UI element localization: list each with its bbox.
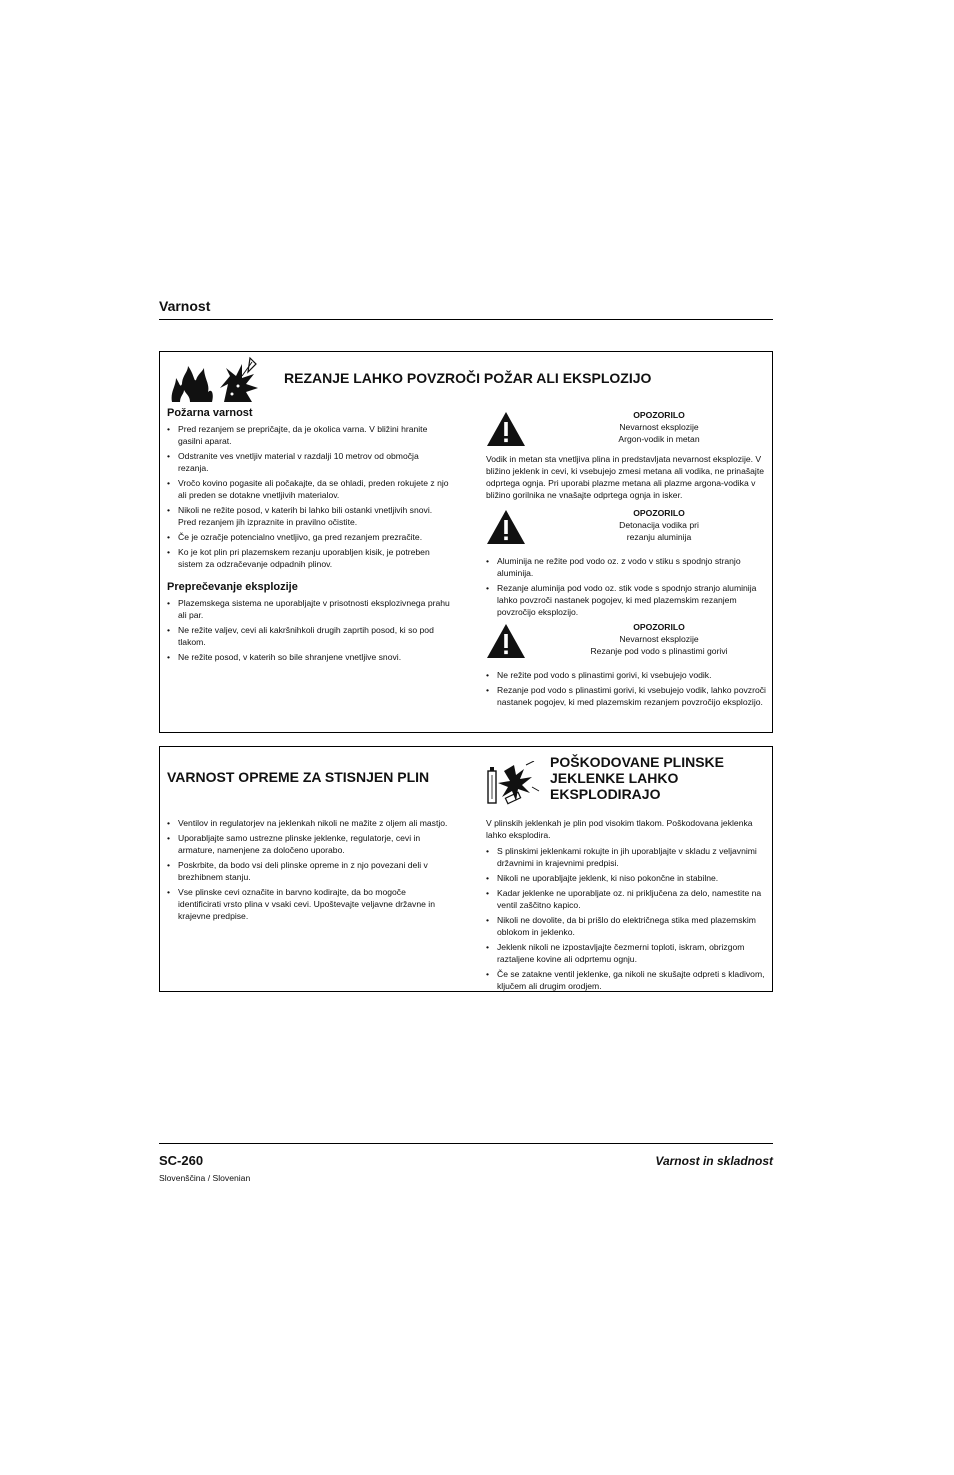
warning-triangle-icon	[486, 623, 526, 659]
warning-text-2	[554, 507, 764, 543]
list-item: • Nikoli ne režite posod, v katerih bi lahko bili ostanki vnetljivih snovi. Pred rezanjem jih izpraznite in pravilno očistite.	[167, 504, 451, 528]
list-item: • Ventilov in regulatorjev na jeklenkah nikoli ne mažite z oljem ali mastjo.	[167, 817, 451, 829]
warning-line: Rezanje pod vodo s plinastimi gorivi	[590, 646, 728, 656]
list-item: • Vročo kovino pogasite ali počakajte, da se ohladi, preden rokujete z njo ali preden se dotakne vnetljivih materialov.	[167, 477, 451, 501]
list-item: • Ne režite pod vodo s plinastimi gorivi, ki vsebujejo vodik.	[486, 669, 766, 681]
warning-line: rezanju aluminija	[626, 532, 692, 542]
language-label: Slovenščina / Slovenian	[159, 1173, 251, 1183]
footer-title: Varnost in skladnost	[655, 1154, 773, 1168]
warning-triangle-icon	[486, 509, 526, 545]
warning-line: Nevarnost eksplozije	[619, 634, 699, 644]
list-item: • Vse plinske cevi označite in barvno kodirajte, da bo mogoče identificirati vrsto plina v vsaki cevi. Upoštevajte veljavne državne in krajevne predpise.	[167, 886, 451, 922]
warning-body-1: Vodik in metan sta vnetljiva plina in predstavljata nevarnost eksplozije. V bližino jeklenk in cevi, ki vsebujejo zmesi metana ali vodika, ne prinašajte odprtega ognja. Pri uporabi plazme metana ali plazme argona-vodika v bližino gorilnika ne vnašajte odprtega ognja in isker.	[486, 454, 765, 500]
list-item: • Odstranite ves vnetljiv material v razdalji 10 metrov od območja rezanja.	[167, 450, 451, 474]
title-line: POŠKODOVANE PLINSKE	[550, 754, 724, 770]
fire-safety-heading: Požarna varnost	[167, 407, 253, 419]
cylinders-right-column	[486, 817, 766, 995]
explosion-prevention-heading: Preprečevanje eksplozije	[167, 581, 298, 593]
warning-block-1	[486, 409, 766, 449]
list-item: • Poskrbite, da bodo vsi deli plinske opreme in z njo povezani deli v brezhibnem stanju.	[167, 859, 451, 883]
warning-list-2	[486, 555, 766, 618]
list-item: • Rezanje aluminija pod vodo oz. stik vode s spodnjo stranjo aluminija lahko povzroči nastanek pogojev, ki med plazemskim rezanjem povzročijo eksplozijo.	[486, 582, 766, 618]
warning-triangle-icon	[486, 411, 526, 447]
list-item: • Nikoli ne uporabljajte jeklenk, ki niso pokončne in stabilne.	[486, 872, 766, 884]
list-item: • Pred rezanjem se prepričajte, da je okolica varna. V bližini hranite gasilni aparat.	[167, 423, 451, 447]
list-item: • Jeklenk nikoli ne izpostavljajte čezmerni toploti, iskram, obrizgom raztaljene kovine ali odprtemu ognju.	[486, 941, 766, 965]
list-item: • Plazemskega sistema ne uporabljajte v prisotnosti eksplozivnega prahu ali par.	[167, 597, 451, 621]
warning-line: Nevarnost eksplozije	[619, 422, 699, 432]
warning-line: Detonacija vodika pri	[619, 520, 699, 530]
warning-text-3	[554, 621, 764, 657]
page-header-title: Varnost	[159, 298, 211, 314]
list-item: • Nikoli ne dovolite, da bi prišlo do električnega stika med plazemskim oblokom in jeklenko.	[486, 914, 766, 938]
list-item: • Ko je kot plin pri plazemskem rezanju uporabljen kisik, je potreben sistem za odzračevanje odpadnih plinov.	[167, 546, 451, 570]
page-number: SC-260	[159, 1153, 204, 1168]
exploding-cylinder-icon	[486, 761, 540, 805]
header-rule	[159, 319, 773, 320]
list-item: • Če se zatakne ventil jeklenke, ga nikoli ne skušajte odpreti s kladivom, ključem ali drugim orodjem.	[486, 968, 766, 992]
warning-block-2	[486, 507, 766, 547]
fire-left-column	[167, 406, 451, 666]
gas-section-title: VARNOST OPREME ZA STISNJEN PLIN	[167, 769, 430, 785]
cylinders-section-title	[550, 754, 770, 802]
warning-label: OPOZORILO	[633, 622, 685, 632]
fire-explosion-section	[159, 351, 773, 733]
fire-right-column	[486, 409, 766, 711]
warning-text-1	[554, 409, 764, 445]
warning-label: OPOZORILO	[633, 410, 685, 420]
gas-section	[159, 746, 773, 992]
cylinders-list	[486, 845, 766, 992]
fire-section-title: REZANJE LAHKO POVZROČI POŽAR ALI EKSPLOZIJO	[284, 370, 652, 386]
gas-left-column	[167, 817, 451, 925]
list-item: • Kadar jeklenke ne uporabljate oz. ni priključena za delo, namestite na ventil zaščitno kapico.	[486, 887, 766, 911]
footer-rule	[159, 1143, 773, 1144]
fire-explosion-icon	[168, 354, 268, 404]
warning-block-3	[486, 621, 766, 661]
list-item: • Uporabljajte samo ustrezne plinske jeklenke, regulatorje, cevi in armature, namenjene za določeno uporabo.	[167, 832, 451, 856]
fire-safety-list	[167, 423, 451, 570]
warning-list-3	[486, 669, 766, 708]
warning-label: OPOZORILO	[633, 508, 685, 518]
title-line: JEKLENKE LAHKO	[550, 770, 679, 786]
list-item: • Aluminija ne režite pod vodo oz. z vodo v stiku s spodnjo stranjo aluminija.	[486, 555, 766, 579]
list-item: • Rezanje pod vodo s plinastimi gorivi, ki vsebujejo vodik, lahko povzroči nastanek pogojev, ki med plazemskim rezanjem povzročijo eksplozijo.	[486, 684, 766, 708]
list-item: • S plinskimi jeklenkami rokujte in jih uporabljajte v skladu z veljavnimi državnimi in krajevnimi predpisi.	[486, 845, 766, 869]
title-line: EKSPLODIRAJO	[550, 786, 661, 802]
warning-line: Argon-vodik in metan	[618, 434, 700, 444]
list-item: • Ne režite posod, v katerih so bile shranjene vnetljive snovi.	[167, 651, 451, 663]
list-item: • Če je ozračje potencialno vnetljivo, ga pred rezanjem prezračite.	[167, 531, 451, 543]
explosion-prevention-list	[167, 597, 451, 663]
list-item: • Ne režite valjev, cevi ali kakršnihkoli drugih zaprtih posod, ki so pod tlakom.	[167, 624, 451, 648]
gas-list	[167, 817, 451, 922]
cylinders-intro: V plinskih jeklenkah je plin pod visokim tlakom. Poškodovana jeklenka lahko eksplodira.	[486, 818, 753, 840]
